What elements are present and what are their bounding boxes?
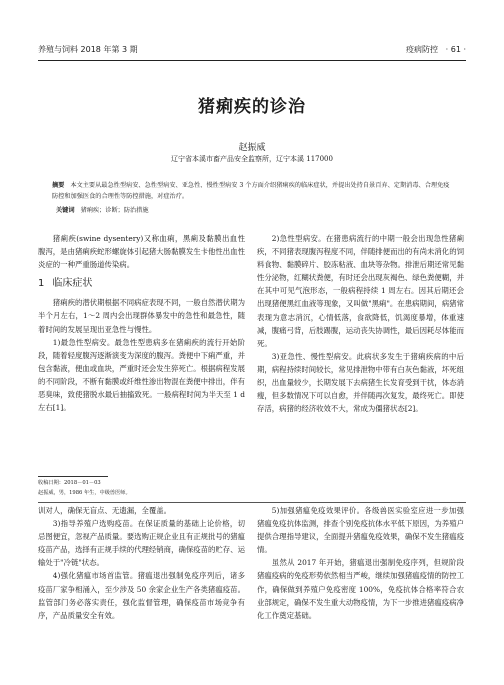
abstract: [52, 180, 454, 202]
intro-paragraph: 猪痢疾(swine dysentery)又称血痢，黑痢及黏膜出血性腹泻，是由猪痢疾蛇形螺旋体引起猪大肠黏膜发生卡他性出血性炎症的一种严重肠道传染病。: [38, 234, 245, 270]
paragraph: 3)指导养殖户选购疫苗。在保证质量的基础上论价格，切忌图便宜，忽视产品质量。要选购正规企业且有正规批号的猪瘟疫苗产品，选择有正规手续的代理经销商，确保疫苗的贮存、运输处于"冷链"状态。: [38, 519, 245, 568]
keywords-label: 关键词: [56, 207, 75, 214]
footnote-received: 收稿日期：2018－01－03: [38, 480, 101, 486]
body-column-right: [257, 232, 464, 415]
paragraph: 5)加强猪瘟免疫效果评价。各级兽医实验室应进一步加强猪瘟免疫抗体监测，排查个别免疫抗体水平低下原因，为养殖户提供合理指导建议，全面提升猪瘟免疫效果，确保不发生猪瘟疫情。: [257, 506, 464, 555]
author-name: 赵振威: [238, 143, 266, 153]
keywords-text: 猪痢疾；诊断；防治措施: [80, 207, 149, 214]
section-heading: [38, 277, 245, 290]
article-title: 猪痢疾的诊治: [198, 97, 306, 117]
header-rule: [38, 60, 466, 61]
lower-column-left: [38, 504, 245, 622]
paragraph: 2)急性型病安。在猪患病流行的中期一般会出现急性猪痢疾，不同猪表现腹泻程度不同，伴随排便而出的有尚未消化的饲料食物、黏膜碎片、胶冻粘液、血块等杂物。排泄后期还常见黏性分泌物，红糊状粪便，有时还会出现灰褐色、绿色粪便糊，并在其中可见气泡形态，一般病程持续 1 周左右。因其后期还会出现猪便黑红血液等现象，又叫做"黑痢"。在患病期间，病猪常表现为意志消沉，心情低落，食欲降低，饥渴度暴增，体重速减，腹痛弓背，后肢踢腹，运动丧失协调性，最后因耗尽体能而死。: [257, 234, 464, 348]
paragraph: 3)亚急性、慢性型病安。此病状多发生于猪痢疾病的中后期，病程持续时间较长，常见排泄物中带有白灰色黏液，坏死组织，出血量较少，长期发展下去病猪生长发育受到干扰，体态消瘦，但多数情况下可以自愈，并伴随再次复发，最终死亡。即使存活，病猪的经济收效不大，常成为僵猪状态[2]。: [257, 351, 464, 414]
author-affiliation: 辽宁省本溪市畜产品安全监察所，辽宁本溪 117000: [171, 155, 333, 163]
keywords: [56, 205, 454, 214]
abstract-text: 本文主要从最急性型病安、急性型病安、亚急性、慢性型病安 3 个方面介绍猪痢疾的临床症状，并提出处持自景百弃、定期消毒、合理免疫防控和加强医食的合理性等防控措施，对症治疗。: [52, 182, 450, 200]
paragraph: 1)最急性型病安。最急性型患病多在猪痢疾的流行开始阶段，随着轻度腹泻逐渐演变为深度的腹泻。粪便中下痢严重，并包含黏液，便血或血块，严重时还会发生猝死亡。根据病程发展的不同阶段，不断有黏膜或纤维性渗出物混在粪便中排出，伴有恶臭味，致使猪脱水最后抽搐致死。一般病程时间为半天至 1 d 左右[1]。: [38, 337, 245, 413]
paragraph: 4)强化猪瘟市场首监管。猪瘟退出强制免疫序列后，诸多疫苗厂家争相涌入，至少涉及 50 余家企业生产各类猪瘟疫苗。监管部门务必落实责任，强化监督管理，确保疫苗市场竞争有序，产品质量安全有效。: [38, 571, 245, 620]
footnote-author-bio: 赵振威，男，1986 年生，中级兽医师。: [38, 490, 131, 496]
section-name: 疫病防控: [406, 45, 438, 54]
section-number: 1: [38, 278, 45, 290]
running-header: [38, 44, 466, 58]
lower-column-right: [257, 504, 464, 622]
paragraph: 猪痢疾的潜伏期根据不同病症表现不同，一般自然潜伏期为半个月左右，1～2 周内会出现群体暴发中的急性和最急性，随着时间的发展呈现出亚急性与慢性。: [38, 298, 245, 334]
page-number: · 61 ·: [445, 45, 466, 54]
footnote-rule: [38, 476, 108, 477]
header-right: [406, 44, 466, 55]
page-divider: [38, 502, 466, 503]
paragraph: 训对人，确保无盲点、无遗漏，全覆盖。: [38, 506, 172, 515]
paragraph: 虽然从 2017 年开始，猪瘟退出强制免疫序列，但规阶段猪瘟疫病的免疫形势依然相当严峻，继续加强猪瘟疫情的防控工作，确保做到养殖户免疫密度 100%，免疫抗体合格率符合农业部规定，确保不发生重大动物疫情，为下一步推进猪瘟疫病净化工作奠定基础。: [257, 558, 464, 620]
body-column-left: [38, 232, 245, 414]
section-title: 临床症状: [52, 278, 93, 290]
journal-name: 养殖与饲料 2018 年第 3 期: [38, 45, 138, 54]
abstract-label: 摘要: [52, 182, 65, 189]
